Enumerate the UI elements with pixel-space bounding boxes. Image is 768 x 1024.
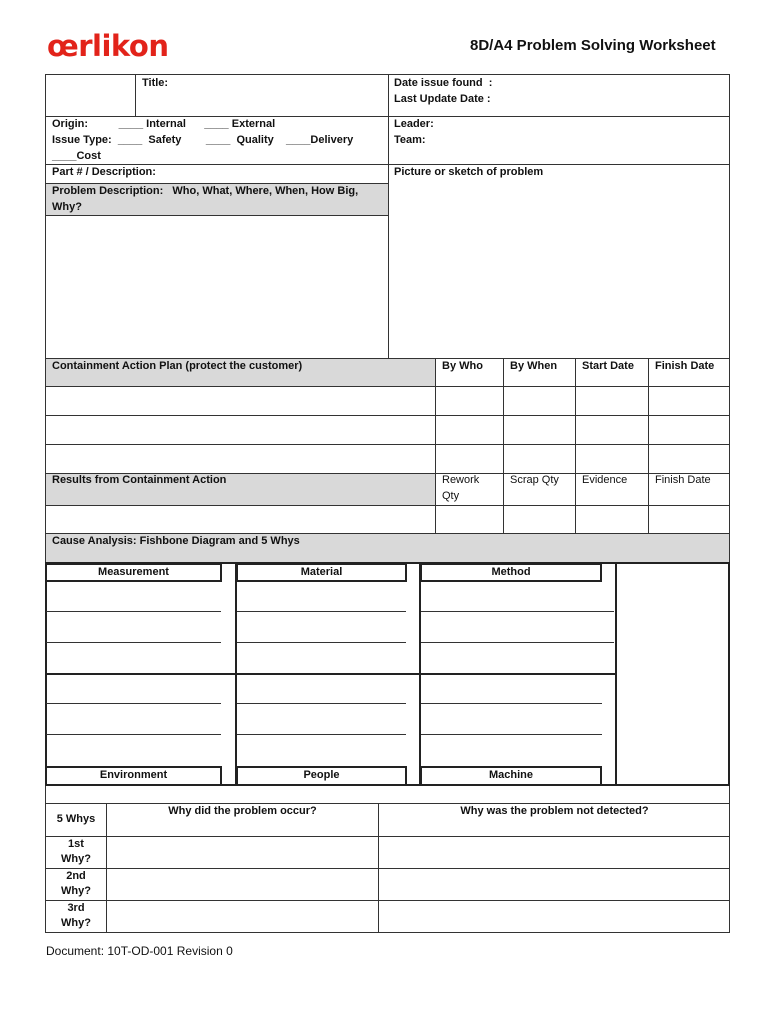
bone-line bbox=[421, 611, 614, 612]
problem-description-label: Problem Description: Who, What, Where, When, How Big, bbox=[52, 185, 359, 197]
first-why-label-2: Why? bbox=[61, 853, 91, 865]
divider bbox=[45, 386, 730, 387]
start-date-header: Start Date bbox=[582, 360, 634, 372]
evidence-header: Evidence bbox=[582, 474, 628, 486]
oerlikon-logo: œrlikon bbox=[47, 29, 169, 63]
containment-title: Containment Action Plan (protect the customer) bbox=[52, 360, 303, 372]
bone-line bbox=[237, 642, 406, 643]
team-label: Team: bbox=[394, 134, 426, 146]
divider bbox=[45, 673, 615, 675]
method-category: Method bbox=[420, 563, 602, 582]
second-why-label: 2nd bbox=[66, 870, 86, 882]
origin-label: Origin: ____ Internal ____ External bbox=[52, 118, 276, 130]
material-category: Material bbox=[236, 563, 407, 582]
rework-qty-header: Rework bbox=[442, 474, 480, 486]
machine-category: Machine bbox=[420, 766, 602, 786]
divider bbox=[45, 444, 730, 445]
bone-line bbox=[46, 611, 221, 612]
bone-line bbox=[46, 734, 221, 735]
divider bbox=[45, 505, 730, 506]
part-description-label: Part # / Description: bbox=[52, 166, 156, 178]
bone-line bbox=[46, 703, 221, 704]
measurement-category: Measurement bbox=[45, 563, 222, 582]
leader-label: Leader: bbox=[394, 118, 434, 130]
people-category: People bbox=[236, 766, 407, 786]
divider bbox=[135, 74, 136, 116]
bone-line bbox=[46, 642, 221, 643]
divider bbox=[45, 900, 730, 901]
first-why-label: 1st bbox=[68, 838, 84, 850]
bone-line bbox=[421, 734, 602, 735]
divider bbox=[575, 358, 576, 534]
why-occur-header: Why did the problem occur? bbox=[168, 805, 317, 817]
bone-line bbox=[237, 611, 406, 612]
results-finish-date-header: Finish Date bbox=[655, 474, 711, 486]
cost-label: ____Cost bbox=[52, 150, 101, 162]
divider bbox=[388, 74, 389, 359]
by-when-header: By When bbox=[510, 360, 558, 372]
document-revision-footer: Document: 10T-OD-001 Revision 0 bbox=[46, 944, 233, 958]
last-update-date-label: Last Update Date : bbox=[394, 93, 491, 105]
fishbone-effect-box bbox=[615, 562, 730, 786]
cause-analysis-title: Cause Analysis: Fishbone Diagram and 5 Whys bbox=[52, 535, 300, 547]
issue-type-label: Issue Type: ____ Safety ____ Quality ____Delivery bbox=[52, 134, 354, 146]
divider bbox=[45, 415, 730, 416]
divider bbox=[45, 868, 730, 869]
bone-line bbox=[421, 703, 602, 704]
date-issue-found-label: Date issue found : bbox=[394, 77, 493, 89]
divider bbox=[435, 358, 436, 534]
third-why-label: 3rd bbox=[67, 902, 85, 914]
page-title: 8D/A4 Problem Solving Worksheet bbox=[470, 37, 716, 54]
why-not-detected-header: Why was the problem not detected? bbox=[460, 805, 649, 817]
divider bbox=[45, 215, 388, 216]
bone-line bbox=[421, 642, 614, 643]
five-whys-header: 5 Whys bbox=[56, 813, 96, 825]
bone-line bbox=[237, 703, 406, 704]
third-why-label-2: Why? bbox=[61, 917, 91, 929]
divider bbox=[648, 358, 649, 534]
second-why-label-2: Why? bbox=[61, 885, 91, 897]
divider bbox=[503, 358, 504, 534]
picture-sketch-label: Picture or sketch of problem bbox=[394, 166, 544, 178]
problem-description-label-2: Why? bbox=[52, 201, 82, 213]
finish-date-header: Finish Date bbox=[655, 360, 715, 372]
title-label: Title: bbox=[142, 77, 169, 89]
scrap-qty-header: Scrap Qty bbox=[510, 474, 559, 486]
bone-line bbox=[237, 734, 406, 735]
environment-category: Environment bbox=[45, 766, 222, 786]
by-who-header: By Who bbox=[442, 360, 483, 372]
results-title: Results from Containment Action bbox=[52, 474, 227, 486]
divider bbox=[45, 836, 730, 837]
rework-qty-header-2: Qty bbox=[442, 490, 460, 502]
